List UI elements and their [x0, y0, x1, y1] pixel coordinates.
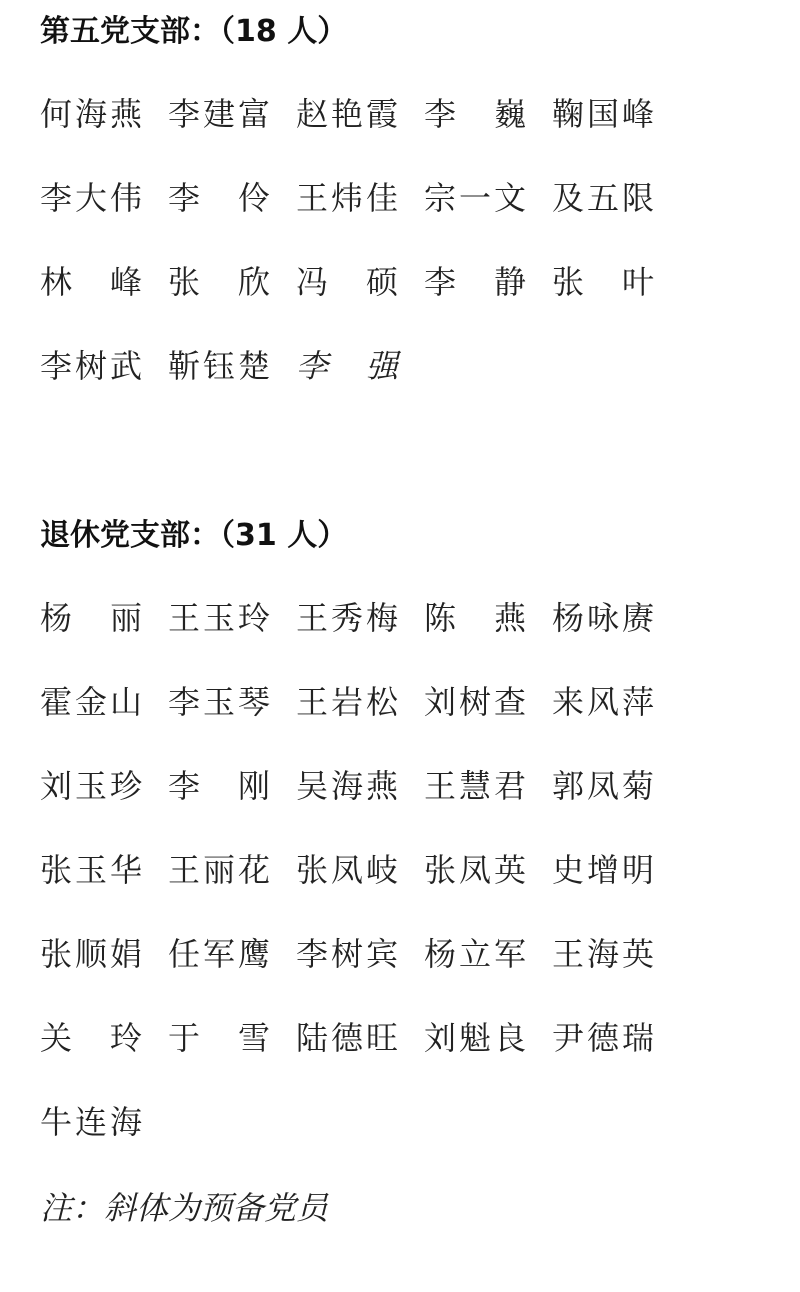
member-list	[40, 96, 740, 384]
member-name: 鞠 国 峰	[552, 95, 654, 133]
member-name: 关 玲	[40, 1019, 142, 1057]
member-name: 李 静	[424, 263, 526, 301]
member-name: 李 玉 琴	[168, 683, 270, 721]
member-name: 李 刚	[168, 767, 270, 805]
member-name: 冯 硕	[296, 263, 398, 301]
member-name: 郭 凤 菊	[552, 767, 654, 805]
member-name: 张 欣	[168, 263, 270, 301]
member-name: 牛 连 海	[40, 1103, 142, 1141]
member-name: 王 慧 君	[424, 767, 526, 805]
member-name: 张 玉 华	[40, 851, 142, 889]
member-name: 张 叶	[552, 263, 654, 301]
member-name: 杨 丽	[40, 599, 142, 637]
member-name: 刘 魁 良	[424, 1019, 526, 1057]
member-name: 张 顺 娟	[40, 935, 142, 973]
member-name: 王 秀 梅	[296, 599, 398, 637]
member-name: 赵 艳 霞	[296, 95, 398, 133]
member-name: 李 强	[296, 347, 398, 385]
member-name: 及 五 限	[552, 179, 654, 217]
branch-five-section	[40, 14, 740, 384]
member-name: 霍 金 山	[40, 683, 142, 721]
member-name: 宗 一 文	[424, 179, 526, 217]
member-name: 刘 树 查	[424, 683, 526, 721]
member-name: 张 凤 岐	[296, 851, 398, 889]
member-name: 王 海 英	[552, 935, 654, 973]
member-name: 李 树 宾	[296, 935, 398, 973]
footnote: 注：斜体为预备党员	[40, 1189, 329, 1227]
member-name: 来 风 萍	[552, 683, 654, 721]
member-name: 吴 海 燕	[296, 767, 398, 805]
member-name: 杨 立 军	[424, 935, 526, 973]
member-name: 杨 咏 赓	[552, 599, 654, 637]
member-name: 尹 德 瑞	[552, 1019, 654, 1057]
retired-branch-section	[40, 518, 740, 1140]
member-name: 王 炜 佳	[296, 179, 398, 217]
member-name: 李 建 富	[168, 95, 270, 133]
member-name: 王 丽 花	[168, 851, 270, 889]
member-name: 张 凤 英	[424, 851, 526, 889]
section-title: 退休党支部：（31 人）	[40, 518, 348, 553]
member-name: 何 海 燕	[40, 95, 142, 133]
member-name: 靳 钰 楚	[168, 347, 270, 385]
member-name: 陈 燕	[424, 599, 526, 637]
member-name: 史 增 明	[552, 851, 654, 889]
member-name: 王 岩 松	[296, 683, 398, 721]
section-title: 第五党支部：（18 人）	[40, 14, 348, 49]
member-name: 刘 玉 珍	[40, 767, 142, 805]
member-name: 李 伶	[168, 179, 270, 217]
member-name: 王 玉 玲	[168, 599, 270, 637]
member-name: 李 树 武	[40, 347, 142, 385]
member-name: 李 巍	[424, 95, 526, 133]
member-name: 于 雪	[168, 1019, 270, 1057]
member-name: 林 峰	[40, 263, 142, 301]
member-name: 任 军 鹰	[168, 935, 270, 973]
member-name: 李 大 伟	[40, 179, 142, 217]
member-name: 陆 德 旺	[296, 1019, 398, 1057]
member-list	[40, 600, 740, 1140]
